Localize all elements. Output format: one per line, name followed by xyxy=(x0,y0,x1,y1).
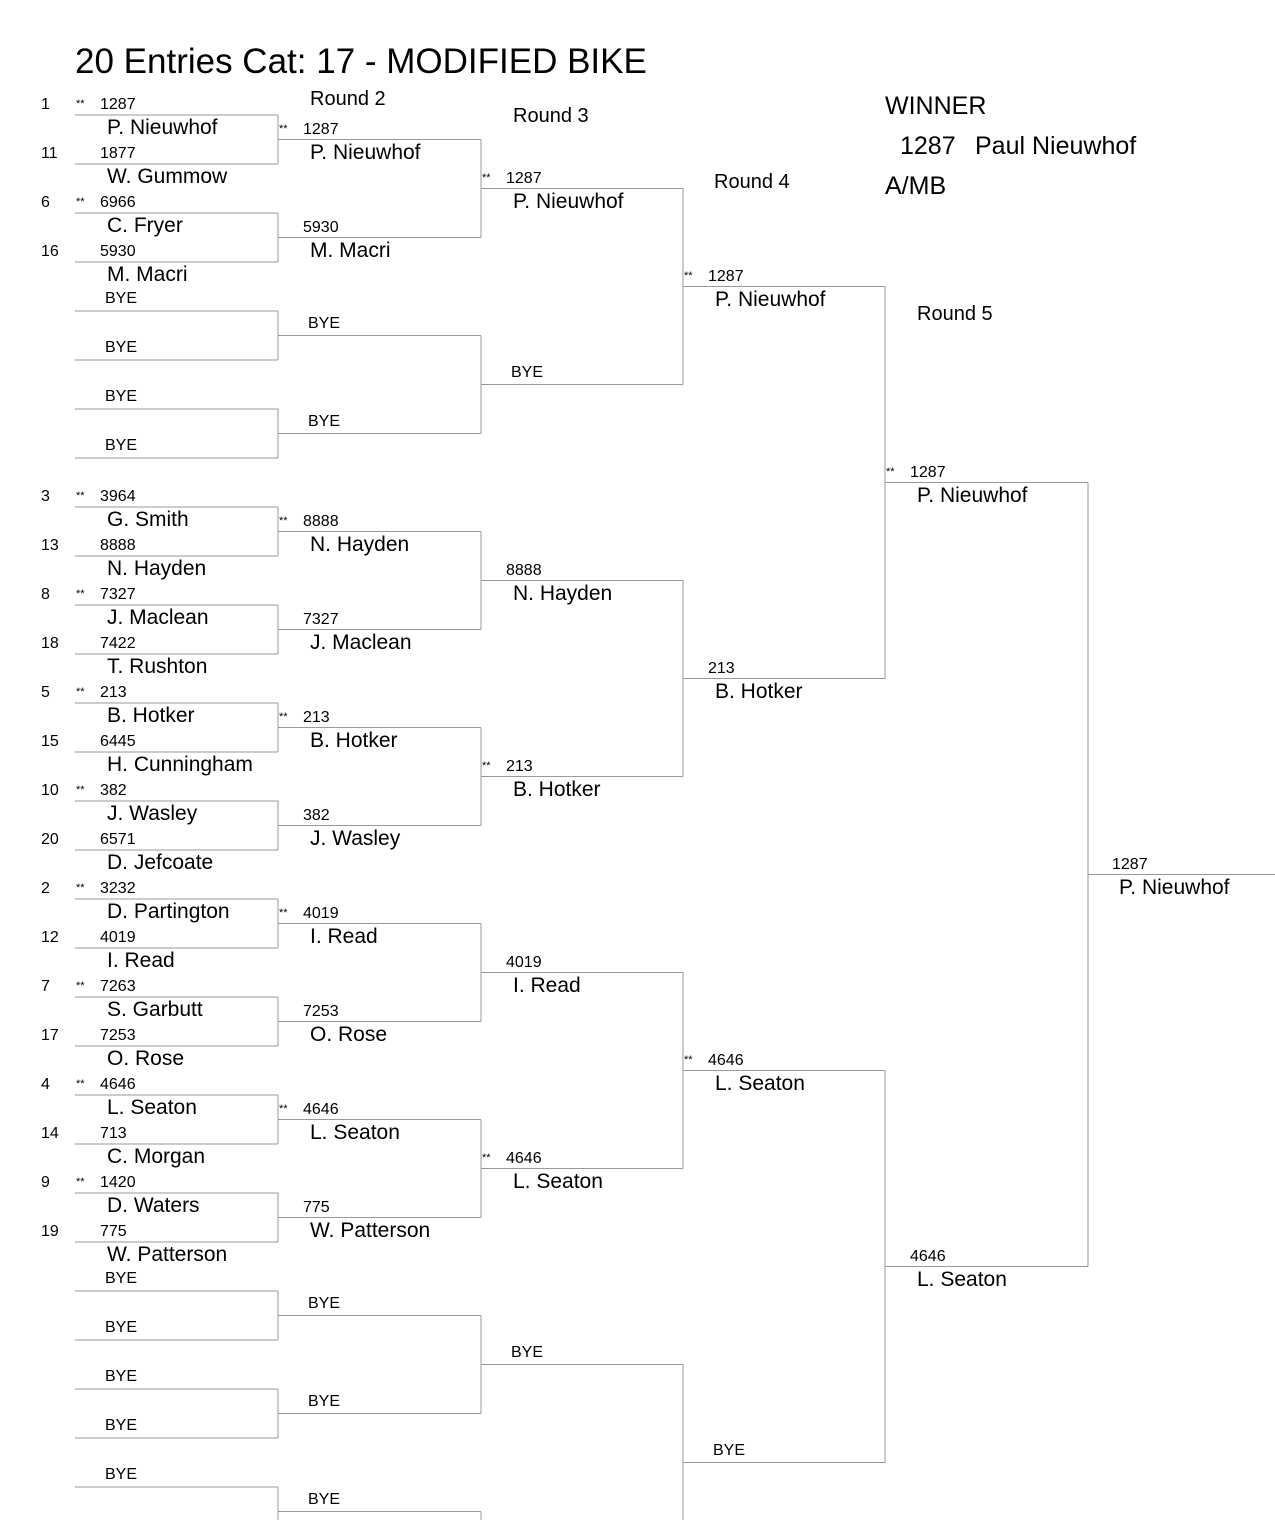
entry-number: 7327 xyxy=(303,610,339,628)
entry-seed: 13 xyxy=(41,537,59,554)
seed-star-marker: ** xyxy=(76,784,85,796)
entry-name: S. Garbutt xyxy=(107,998,203,1021)
entry-seed: 18 xyxy=(41,635,59,652)
entry-name: G. Smith xyxy=(107,508,189,531)
entry-name: T. Rushton xyxy=(107,655,208,678)
entry-name: D. Waters xyxy=(107,1194,200,1217)
entry-number: 6571 xyxy=(100,831,136,848)
entry-name: J. Maclean xyxy=(107,606,209,629)
entry-number: 1287 xyxy=(708,267,744,285)
entry-number: 775 xyxy=(100,1223,127,1240)
seed-star-marker: ** xyxy=(279,514,288,527)
entry-name: N. Hayden xyxy=(107,557,207,580)
entry-number: 4646 xyxy=(910,1247,946,1265)
entry-number: 775 xyxy=(303,1198,330,1216)
entry-seed: 11 xyxy=(41,145,58,162)
entry-number: 382 xyxy=(100,782,127,799)
entry-seed: 4 xyxy=(41,1076,50,1093)
entry-name: B. Hotker xyxy=(107,704,195,727)
entry-number: 3964 xyxy=(100,488,136,505)
entry-name: I. Read xyxy=(310,924,378,948)
seed-star-marker: ** xyxy=(76,686,85,698)
entry-number: 1287 xyxy=(506,169,542,187)
entry-number: 1287 xyxy=(910,463,946,481)
entry-number: 1877 xyxy=(100,145,136,162)
entry-number: 713 xyxy=(100,1125,127,1142)
round-3-header: Round 3 xyxy=(513,105,589,127)
entry-number: 1287 xyxy=(100,96,136,113)
bye-label: BYE xyxy=(105,388,138,405)
entry-name: W. Patterson xyxy=(107,1243,228,1266)
entry-name: M. Macri xyxy=(107,263,188,286)
entry-number: 213 xyxy=(506,757,533,775)
bye-label: BYE xyxy=(308,1490,341,1508)
seed-star-marker: ** xyxy=(76,196,85,208)
entry-number: 7422 xyxy=(100,635,136,652)
entry-name: L. Seaton xyxy=(715,1071,805,1095)
entry-number: 8888 xyxy=(100,537,136,554)
entry-number: 4646 xyxy=(100,1076,136,1093)
entry-seed: 3 xyxy=(41,488,50,505)
entry-number: 5930 xyxy=(303,218,339,236)
entry-seed: 20 xyxy=(41,831,59,848)
winner-name: Paul Nieuwhof xyxy=(975,132,1137,160)
bye-label: BYE xyxy=(308,412,341,430)
entry-name: D. Jefcoate xyxy=(107,851,214,874)
entry-number: 8888 xyxy=(303,512,339,530)
entry-seed: 19 xyxy=(41,1223,59,1240)
seed-star-marker: ** xyxy=(482,759,491,772)
entry-name: I. Read xyxy=(107,949,175,972)
entry-seed: 5 xyxy=(41,684,50,701)
seed-star-marker: ** xyxy=(76,98,85,110)
entry-seed: 9 xyxy=(41,1174,50,1191)
entry-name: J. Wasley xyxy=(310,826,401,850)
entry-number: 7253 xyxy=(303,1002,339,1020)
entry-name: W. Gummow xyxy=(107,165,228,188)
bye-label: BYE xyxy=(105,1368,138,1385)
entry-number: 382 xyxy=(303,806,330,824)
bye-label: BYE xyxy=(105,1270,138,1287)
seed-star-marker: ** xyxy=(76,588,85,600)
entry-seed: 12 xyxy=(41,929,59,946)
entry-number: 1287 xyxy=(303,120,339,138)
entry-number: 8888 xyxy=(506,561,542,579)
entry-name: W. Patterson xyxy=(310,1218,431,1242)
entry-name: C. Fryer xyxy=(107,214,183,237)
seed-star-marker: ** xyxy=(886,465,895,478)
entry-name: M. Macri xyxy=(310,238,391,262)
entry-name: P. Nieuwhof xyxy=(513,189,624,213)
bye-label: BYE xyxy=(713,1441,746,1459)
entry-name: L. Seaton xyxy=(107,1096,197,1119)
entry-number: 5930 xyxy=(100,243,136,260)
entry-name: P. Nieuwhof xyxy=(107,116,218,139)
entry-name: P. Nieuwhof xyxy=(310,140,421,164)
entry-number: 213 xyxy=(303,708,330,726)
entry-seed: 16 xyxy=(41,243,59,260)
entry-number: 7327 xyxy=(100,586,136,603)
winner-label: WINNER xyxy=(885,92,987,120)
entry-name: P. Nieuwhof xyxy=(1119,875,1230,899)
bye-label: BYE xyxy=(511,1343,544,1361)
entry-number: 7253 xyxy=(100,1027,136,1044)
entry-name: J. Wasley xyxy=(107,802,198,825)
seed-star-marker: ** xyxy=(76,980,85,992)
winner-class: A/MB xyxy=(885,172,947,200)
seed-star-marker: ** xyxy=(279,122,288,135)
seed-star-marker: ** xyxy=(684,1053,693,1066)
entry-number: 4019 xyxy=(506,953,542,971)
entry-number: 7263 xyxy=(100,978,136,995)
entry-name: L. Seaton xyxy=(513,1169,603,1193)
entry-number: 4646 xyxy=(708,1051,744,1069)
entry-number: 3232 xyxy=(100,880,136,897)
entry-seed: 1 xyxy=(41,96,50,113)
round-2-header: Round 2 xyxy=(310,88,386,110)
entry-name: O. Rose xyxy=(310,1022,388,1046)
bye-label: BYE xyxy=(105,1466,138,1483)
bye-label: BYE xyxy=(105,437,138,454)
entry-name: D. Partington xyxy=(107,900,230,923)
bye-label: BYE xyxy=(105,1417,138,1434)
entry-seed: 6 xyxy=(41,194,50,211)
bye-label: BYE xyxy=(308,1294,341,1312)
entry-name: I. Read xyxy=(513,973,581,997)
entry-seed: 8 xyxy=(41,586,50,603)
entry-name: H. Cunningham xyxy=(107,753,253,776)
entry-number: 6445 xyxy=(100,733,136,750)
seed-star-marker: ** xyxy=(482,171,491,184)
bye-label: BYE xyxy=(105,1319,138,1336)
entry-number: 4019 xyxy=(100,929,136,946)
seed-star-marker: ** xyxy=(684,269,693,282)
seed-star-marker: ** xyxy=(76,1078,85,1090)
entry-seed: 10 xyxy=(41,782,59,799)
winner-number: 1287 xyxy=(900,132,956,160)
entry-seed: 14 xyxy=(41,1125,59,1142)
entry-number: 4646 xyxy=(506,1149,542,1167)
entry-number: 6966 xyxy=(100,194,136,211)
bye-label: BYE xyxy=(308,1392,341,1410)
entry-seed: 15 xyxy=(41,733,59,750)
entry-name: B. Hotker xyxy=(513,777,601,801)
entry-name: N. Hayden xyxy=(310,532,410,556)
round-5-header: Round 5 xyxy=(917,303,993,325)
entry-number: 4019 xyxy=(303,904,339,922)
round-4-header: Round 4 xyxy=(714,171,790,193)
entry-seed: 17 xyxy=(41,1027,59,1044)
bye-label: BYE xyxy=(511,363,544,381)
entry-name: O. Rose xyxy=(107,1047,185,1070)
entry-name: J. Maclean xyxy=(310,630,412,654)
entry-name: L. Seaton xyxy=(917,1267,1007,1291)
seed-star-marker: ** xyxy=(76,1176,85,1188)
entry-name: L. Seaton xyxy=(310,1120,400,1144)
entry-seed: 7 xyxy=(41,978,50,995)
entry-number: 213 xyxy=(100,684,127,701)
entry-name: B. Hotker xyxy=(715,679,803,703)
page-title: 20 Entries Cat: 17 - MODIFIED BIKE xyxy=(75,42,647,81)
entry-name: C. Morgan xyxy=(107,1145,206,1168)
seed-star-marker: ** xyxy=(279,710,288,723)
seed-star-marker: ** xyxy=(76,490,85,502)
bye-label: BYE xyxy=(105,339,138,356)
entry-number: 213 xyxy=(708,659,735,677)
seed-star-marker: ** xyxy=(76,882,85,894)
bye-label: BYE xyxy=(105,290,138,307)
seed-star-marker: ** xyxy=(279,1102,288,1115)
entry-name: P. Nieuwhof xyxy=(715,287,826,311)
entry-seed: 2 xyxy=(41,880,50,897)
entry-name: P. Nieuwhof xyxy=(917,483,1028,507)
entry-number: 1287 xyxy=(1112,855,1148,873)
entry-number: 4646 xyxy=(303,1100,339,1118)
entry-number: 1420 xyxy=(100,1174,136,1191)
bye-label: BYE xyxy=(308,314,341,332)
seed-star-marker: ** xyxy=(482,1151,491,1164)
entry-name: N. Hayden xyxy=(513,581,613,605)
entry-name: B. Hotker xyxy=(310,728,398,752)
seed-star-marker: ** xyxy=(279,906,288,919)
